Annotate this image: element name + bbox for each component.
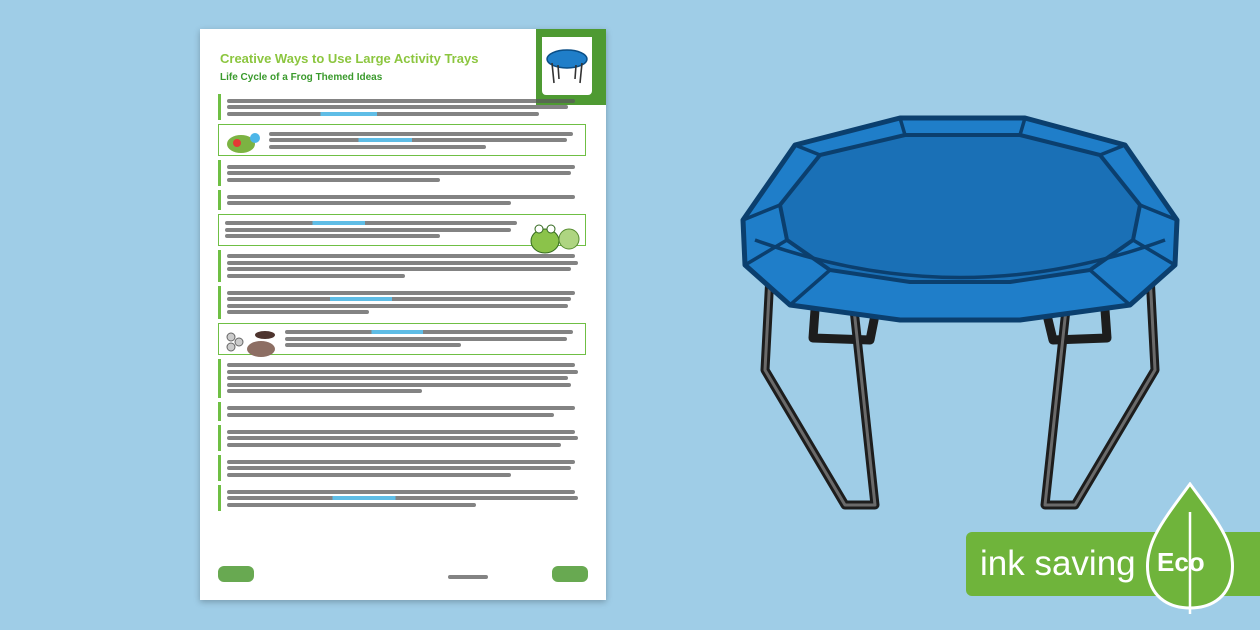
idea-block (218, 160, 586, 186)
activity-tray-icon (735, 110, 1185, 520)
idea-block (218, 286, 586, 319)
idea-block (218, 359, 586, 398)
idea-block (218, 455, 586, 481)
idea-block (218, 402, 586, 422)
brand-logo-icon (552, 566, 588, 582)
document-title: Creative Ways to Use Large Activity Trays (220, 51, 479, 66)
activity-document-sheet (200, 29, 606, 600)
idea-block (218, 485, 586, 511)
document-subtitle: Life Cycle of a Frog Themed Ideas (220, 72, 383, 83)
idea-block-boxed (218, 323, 586, 355)
idea-block (218, 425, 586, 451)
ink-saving-label: ink saving (980, 544, 1136, 583)
idea-block (218, 94, 586, 120)
document-footer (218, 566, 588, 588)
publisher-logo-icon (218, 566, 254, 582)
idea-block (218, 190, 586, 210)
document-body (218, 94, 586, 515)
eco-label: Eco (1157, 547, 1205, 577)
frog-lifecycle-icon (223, 327, 281, 359)
idea-block-boxed (218, 214, 586, 246)
idea-block (218, 250, 586, 283)
idea-block-boxed (218, 124, 586, 156)
tray-thumbnail-icon (542, 37, 592, 95)
frog-icon (223, 129, 263, 155)
